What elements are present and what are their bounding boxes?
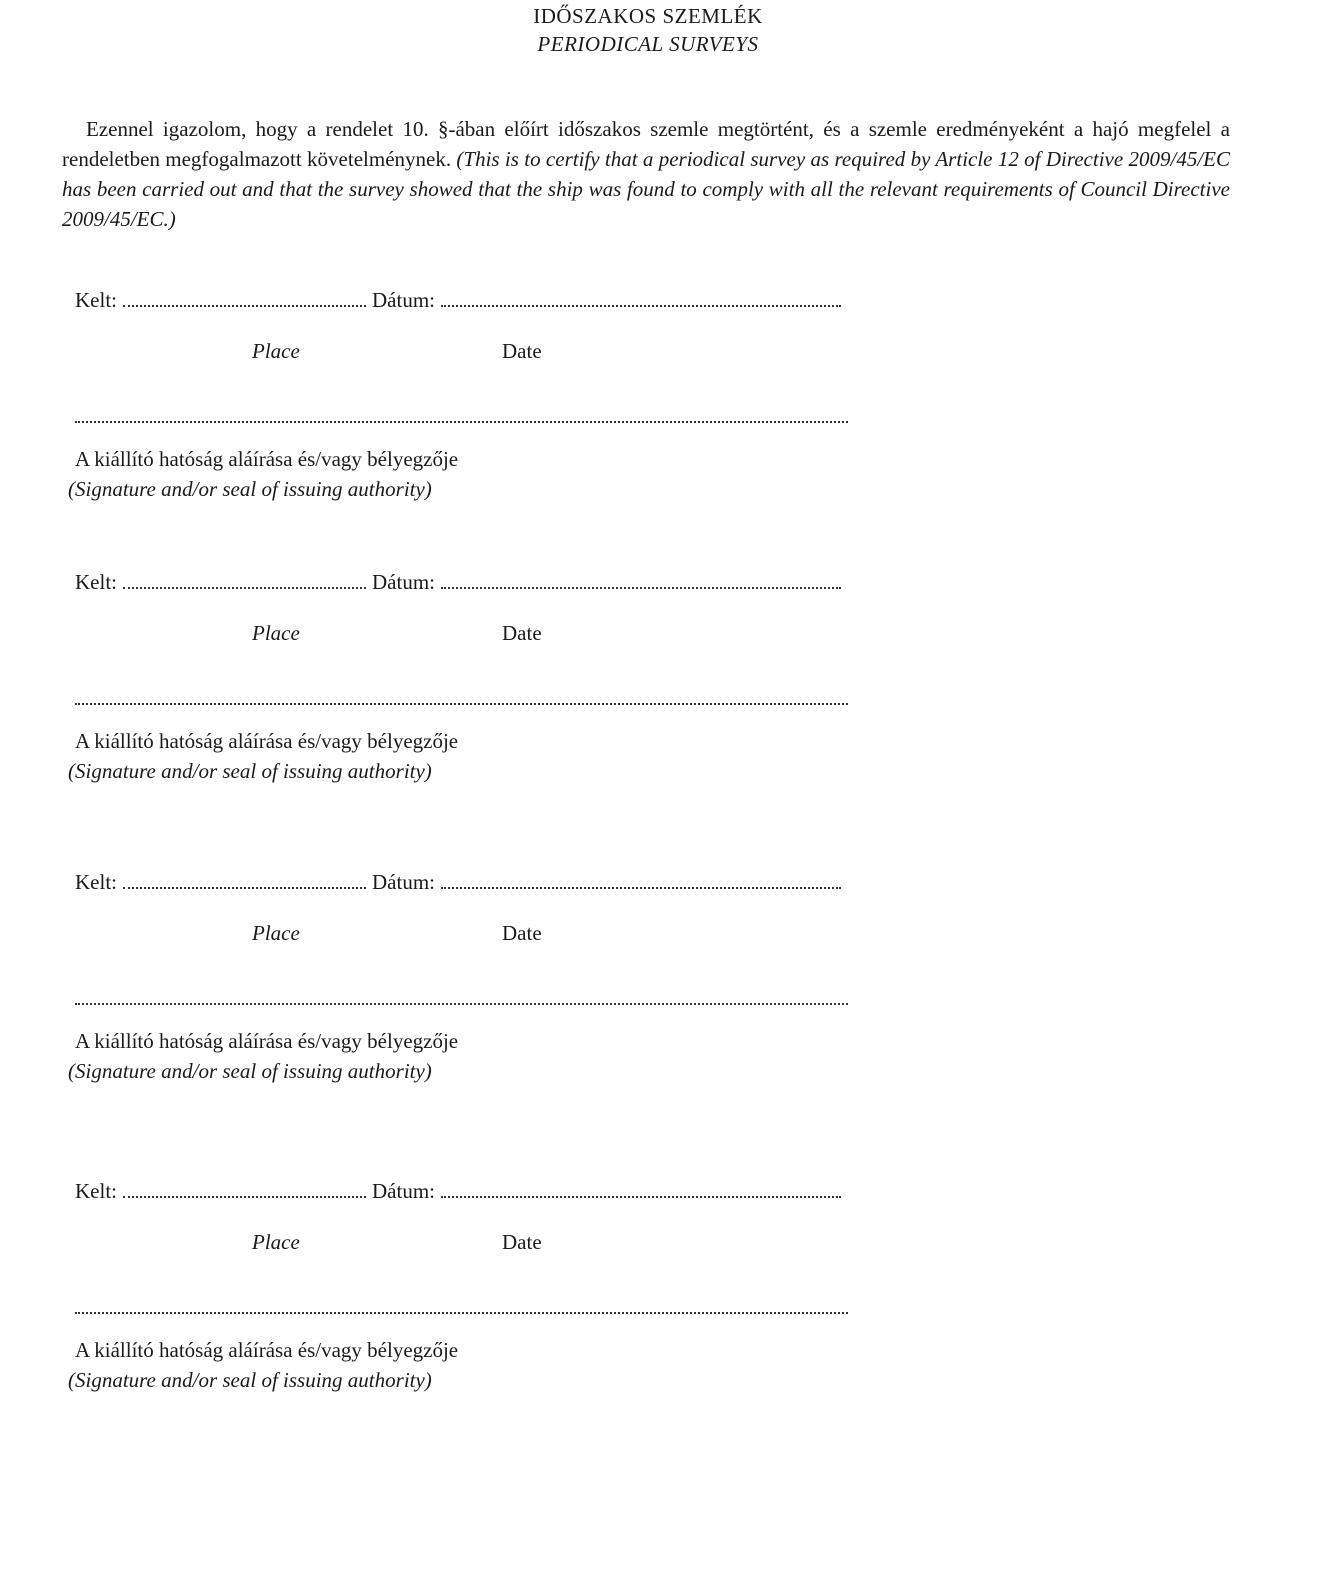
certification-text-hungarian: Ezennel igazolom, hogy a rendelet 10. §-ában előírt időszakos szemle megtörtént, és a szemle eredményeként a hajó megfelel a rendeletben megfogalmazott követelménynek. [62,117,1230,171]
signature-field[interactable] [75,409,848,423]
signature-caption-english: (Signature and/or seal of issuing authority) [68,759,432,783]
certification-paragraph [62,114,1230,234]
signature-field[interactable] [75,991,848,1005]
signature-caption-hungarian: A kiállító hatóság aláírása és/vagy bélyegzője [75,729,459,753]
date-caption: Date [502,921,542,945]
date-caption: Date [502,339,542,363]
survey-block-3 [0,869,900,1109]
date-field[interactable] [441,569,841,589]
certification-text-english: (This is to certify that a periodical survey as required by Article 12 of Directive 2009/45/EC has been carried out and that the survey showed that the ship was found to comply with all the relevant requirements of Council Directive 2009/45/EC.) [62,147,1230,231]
place-date-line [75,869,841,895]
date-field[interactable] [441,869,841,889]
kelt-label: Kelt: [75,570,117,594]
datum-label: Dátum: [372,570,435,594]
date-field[interactable] [441,1178,841,1198]
place-field[interactable] [123,869,366,889]
place-caption: Place [252,339,300,363]
place-field[interactable] [123,1178,366,1198]
datum-label: Dátum: [372,288,435,312]
signature-caption-hungarian: A kiállító hatóság aláírása és/vagy bélyegzője [75,1029,459,1053]
place-field[interactable] [123,569,366,589]
survey-block-4 [0,1178,900,1418]
kelt-label: Kelt: [75,288,117,312]
place-date-line [75,287,841,313]
signature-field[interactable] [75,691,848,705]
survey-block-1 [0,287,900,527]
signature-caption-english: (Signature and/or seal of issuing authority) [68,1368,432,1392]
place-caption: Place [252,921,300,945]
page-subtitle: PERIODICAL SURVEYS [537,32,759,56]
place-caption: Place [252,1230,300,1254]
signature-caption-english: (Signature and/or seal of issuing authority) [68,1059,432,1083]
kelt-label: Kelt: [75,870,117,894]
signature-caption-english: (Signature and/or seal of issuing authority) [68,477,432,501]
place-date-line [75,569,841,595]
place-field[interactable] [123,287,366,307]
date-field[interactable] [441,287,841,307]
survey-block-2 [0,569,900,809]
datum-label: Dátum: [372,870,435,894]
kelt-label: Kelt: [75,1179,117,1203]
signature-caption-hungarian: A kiállító hatóság aláírása és/vagy bélyegzője [75,447,459,471]
date-caption: Date [502,621,542,645]
datum-label: Dátum: [372,1179,435,1203]
signature-caption-hungarian: A kiállító hatóság aláírása és/vagy bélyegzője [75,1338,459,1362]
place-caption: Place [252,621,300,645]
page-title: IDŐSZAKOS SZEMLÉK [533,4,763,28]
date-caption: Date [502,1230,542,1254]
signature-field[interactable] [75,1300,848,1314]
place-date-line [75,1178,841,1204]
